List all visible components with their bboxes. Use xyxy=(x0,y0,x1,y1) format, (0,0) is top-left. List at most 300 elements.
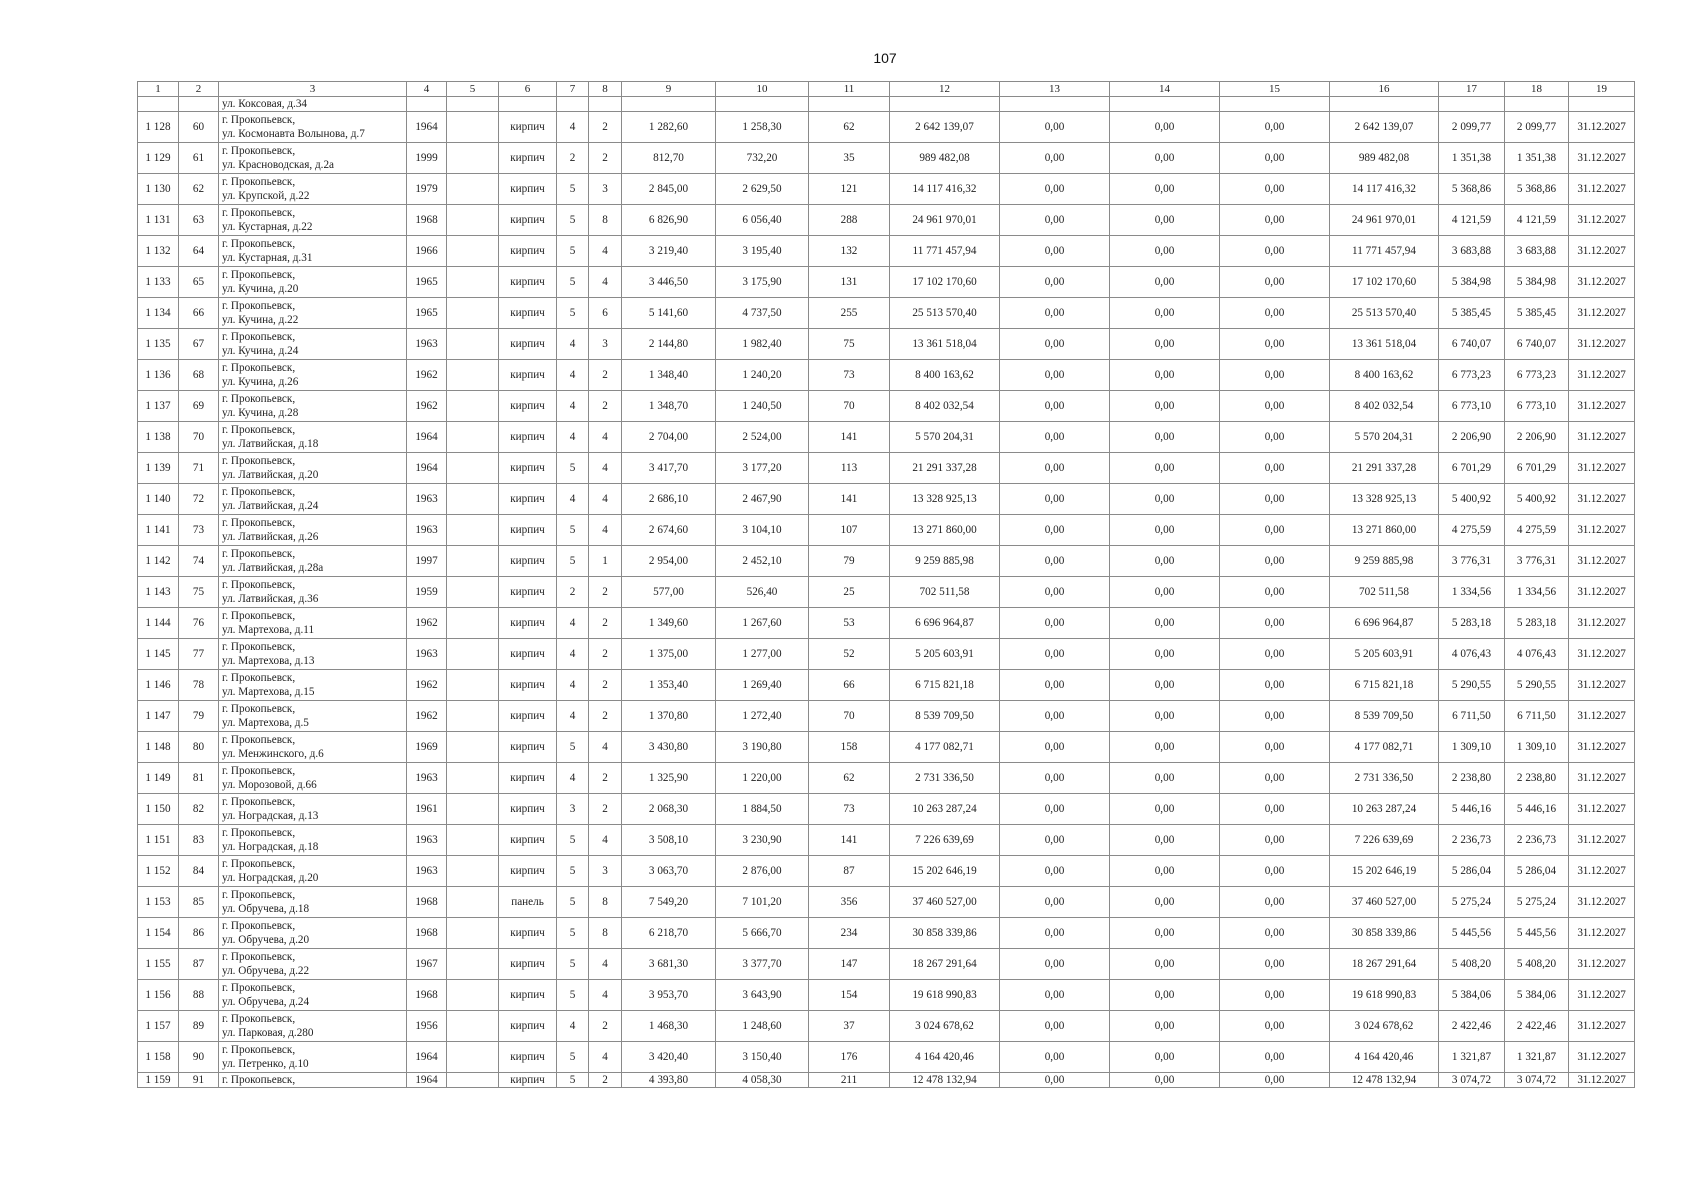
cell-c14: 0,00 xyxy=(1110,949,1220,980)
cell-mat: кирпич xyxy=(499,918,557,949)
cell-ent: 2 xyxy=(589,143,622,174)
cell-c14: 0,00 xyxy=(1110,329,1220,360)
cell-ent: 6 xyxy=(589,298,622,329)
cell-area_total: 1 348,70 xyxy=(622,391,716,422)
cell-c15: 0,00 xyxy=(1220,143,1330,174)
cell-c13: 0,00 xyxy=(1000,174,1110,205)
table-row xyxy=(138,236,1635,267)
cell-c14: 0,00 xyxy=(1110,205,1220,236)
address-cell xyxy=(219,856,407,887)
cell-mat: кирпич xyxy=(499,980,557,1011)
cell-people: 75 xyxy=(809,329,890,360)
cell-area_total: 3 420,40 xyxy=(622,1042,716,1073)
cell-c16: 24 961 970,01 xyxy=(1330,205,1439,236)
cell-m: 70 xyxy=(179,422,219,453)
cell-area_total: 6 826,90 xyxy=(622,205,716,236)
cell-c15: 0,00 xyxy=(1220,794,1330,825)
cell-m: 64 xyxy=(179,236,219,267)
address-cell xyxy=(219,577,407,608)
cell-area_total: 1 375,00 xyxy=(622,639,716,670)
cell-n: 1 157 xyxy=(138,1011,179,1042)
cell-m: 84 xyxy=(179,856,219,887)
cell-area_res: 2 629,50 xyxy=(716,174,809,205)
cell-ent: 2 xyxy=(589,360,622,391)
empty-cell xyxy=(447,97,499,112)
table-row xyxy=(138,670,1635,701)
cell-floors: 5 xyxy=(557,918,589,949)
cell-c18: 5 368,86 xyxy=(1505,174,1569,205)
cell-c18: 5 290,55 xyxy=(1505,670,1569,701)
table-row xyxy=(138,1042,1635,1073)
cell-area_total: 5 141,60 xyxy=(622,298,716,329)
cell-ent: 2 xyxy=(589,577,622,608)
cell-area_total: 3 063,70 xyxy=(622,856,716,887)
cell-floors: 5 xyxy=(557,980,589,1011)
column-header: 14 xyxy=(1110,82,1220,97)
cell-c16: 3 024 678,62 xyxy=(1330,1011,1439,1042)
cell-c14: 0,00 xyxy=(1110,422,1220,453)
address-street: ул. Красноводская, д.2а xyxy=(222,159,334,171)
cell-area_total: 3 430,80 xyxy=(622,732,716,763)
cell-mat: кирпич xyxy=(499,1042,557,1073)
address-city: г. Прокопьевск, xyxy=(222,827,296,839)
column-header: 2 xyxy=(179,82,219,97)
cell-c5 xyxy=(447,763,499,794)
cell-floors: 5 xyxy=(557,732,589,763)
cell-n: 1 128 xyxy=(138,112,179,143)
cell-date: 31.12.2027 xyxy=(1569,980,1635,1011)
address-city: г. Прокопьевск, xyxy=(222,579,296,591)
cell-c13: 0,00 xyxy=(1000,205,1110,236)
address-street: ул. Мартехова, д.11 xyxy=(222,624,315,636)
column-header: 3 xyxy=(219,82,407,97)
cell-c13: 0,00 xyxy=(1000,887,1110,918)
address-cell xyxy=(219,391,407,422)
cell-c17: 5 384,06 xyxy=(1439,980,1505,1011)
address-cell xyxy=(219,763,407,794)
cell-mat: кирпич xyxy=(499,298,557,329)
address-street: ул. Крупской, д.22 xyxy=(222,190,310,202)
cell-date: 31.12.2027 xyxy=(1569,267,1635,298)
cell-area_total: 2 686,10 xyxy=(622,484,716,515)
cell-area_total: 2 144,80 xyxy=(622,329,716,360)
address-street: ул. Космонавта Волынова, д.7 xyxy=(222,128,365,140)
cell-c17: 4 121,59 xyxy=(1439,205,1505,236)
address-city: г. Прокопьевск, xyxy=(222,703,296,715)
address-cell xyxy=(219,360,407,391)
address-street: ул. Ноградская, д.18 xyxy=(222,841,319,853)
column-header: 6 xyxy=(499,82,557,97)
cell-ent: 3 xyxy=(589,856,622,887)
cell-c14: 0,00 xyxy=(1110,484,1220,515)
cell-m: 79 xyxy=(179,701,219,732)
table-row xyxy=(138,577,1635,608)
cell-people: 107 xyxy=(809,515,890,546)
cell-n: 1 148 xyxy=(138,732,179,763)
cell-ent: 8 xyxy=(589,887,622,918)
cell-year: 1968 xyxy=(407,918,447,949)
cell-c18: 5 400,92 xyxy=(1505,484,1569,515)
cell-c5 xyxy=(447,236,499,267)
address-street: ул. Латвийская, д.24 xyxy=(222,500,319,512)
cell-c5 xyxy=(447,577,499,608)
cell-area_res: 732,20 xyxy=(716,143,809,174)
address-street: ул. Ноградская, д.20 xyxy=(222,872,319,884)
cell-ent: 4 xyxy=(589,732,622,763)
cell-c15: 0,00 xyxy=(1220,1011,1330,1042)
cell-c14: 0,00 xyxy=(1110,1011,1220,1042)
cell-floors: 3 xyxy=(557,794,589,825)
column-number-header xyxy=(138,82,1635,97)
cell-c13: 0,00 xyxy=(1000,329,1110,360)
cell-year: 1968 xyxy=(407,887,447,918)
column-header: 16 xyxy=(1330,82,1439,97)
cell-c5 xyxy=(447,546,499,577)
cell-c17: 6 701,29 xyxy=(1439,453,1505,484)
address-cell xyxy=(219,143,407,174)
cell-c18: 6 701,29 xyxy=(1505,453,1569,484)
cell-n: 1 156 xyxy=(138,980,179,1011)
cell-c14: 0,00 xyxy=(1110,515,1220,546)
cell-mat: кирпич xyxy=(499,856,557,887)
empty-cell xyxy=(1569,97,1635,112)
table-row xyxy=(138,763,1635,794)
cell-n: 1 158 xyxy=(138,1042,179,1073)
table-row xyxy=(138,360,1635,391)
address-city: г. Прокопьевск, xyxy=(222,517,296,529)
cell-year: 1963 xyxy=(407,763,447,794)
cell-c14: 0,00 xyxy=(1110,174,1220,205)
cell-c18: 5 446,16 xyxy=(1505,794,1569,825)
cell-c13: 0,00 xyxy=(1000,453,1110,484)
cell-date: 31.12.2027 xyxy=(1569,825,1635,856)
cell-cost: 6 696 964,87 xyxy=(890,608,1000,639)
cell-c15: 0,00 xyxy=(1220,887,1330,918)
address-city: г. Прокопьевск, xyxy=(222,424,296,436)
address-city: г. Прокопьевск, xyxy=(222,145,296,157)
cell-area_total: 1 353,40 xyxy=(622,670,716,701)
empty-cell xyxy=(179,97,219,112)
cell-c5 xyxy=(447,143,499,174)
cell-c15: 0,00 xyxy=(1220,763,1330,794)
cell-c18: 4 121,59 xyxy=(1505,205,1569,236)
cell-m: 81 xyxy=(179,763,219,794)
cell-c17: 3 683,88 xyxy=(1439,236,1505,267)
cell-people: 141 xyxy=(809,422,890,453)
cell-date: 31.12.2027 xyxy=(1569,732,1635,763)
cell-people: 234 xyxy=(809,918,890,949)
cell-c18: 2 206,90 xyxy=(1505,422,1569,453)
cell-floors: 4 xyxy=(557,112,589,143)
cell-year: 1964 xyxy=(407,453,447,484)
cell-people: 255 xyxy=(809,298,890,329)
cell-area_res: 3 195,40 xyxy=(716,236,809,267)
cell-cost: 13 361 518,04 xyxy=(890,329,1000,360)
cell-n: 1 142 xyxy=(138,546,179,577)
cell-year: 1959 xyxy=(407,577,447,608)
cell-date: 31.12.2027 xyxy=(1569,298,1635,329)
cell-c5 xyxy=(447,484,499,515)
empty-cell xyxy=(557,97,589,112)
cell-date: 31.12.2027 xyxy=(1569,670,1635,701)
cell-people: 73 xyxy=(809,794,890,825)
address-city: г. Прокопьевск, xyxy=(222,548,296,560)
address-city: г. Прокопьевск, xyxy=(222,889,296,901)
cell-people: 87 xyxy=(809,856,890,887)
cell-c16: 8 400 163,62 xyxy=(1330,360,1439,391)
cell-mat: кирпич xyxy=(499,639,557,670)
cell-c17: 5 283,18 xyxy=(1439,608,1505,639)
cell-c14: 0,00 xyxy=(1110,856,1220,887)
cell-c14: 0,00 xyxy=(1110,887,1220,918)
empty-cell xyxy=(1505,97,1569,112)
cell-year: 1965 xyxy=(407,298,447,329)
cell-c14: 0,00 xyxy=(1110,546,1220,577)
cell-area_res: 526,40 xyxy=(716,577,809,608)
cell-n: 1 154 xyxy=(138,918,179,949)
cell-area_total: 1 370,80 xyxy=(622,701,716,732)
cell-c17: 5 445,56 xyxy=(1439,918,1505,949)
cell-ent: 4 xyxy=(589,980,622,1011)
cell-c16: 9 259 885,98 xyxy=(1330,546,1439,577)
cell-people: 62 xyxy=(809,112,890,143)
address-cell xyxy=(219,949,407,980)
cell-n: 1 152 xyxy=(138,856,179,887)
cell-c5 xyxy=(447,794,499,825)
cell-n: 1 131 xyxy=(138,205,179,236)
cell-mat: кирпич xyxy=(499,1011,557,1042)
cell-c16: 19 618 990,83 xyxy=(1330,980,1439,1011)
cell-cost: 5 205 603,91 xyxy=(890,639,1000,670)
cell-c15: 0,00 xyxy=(1220,732,1330,763)
cell-c17: 5 446,16 xyxy=(1439,794,1505,825)
cell-c18: 1 309,10 xyxy=(1505,732,1569,763)
cell-c5 xyxy=(447,949,499,980)
cell-c14: 0,00 xyxy=(1110,1073,1220,1088)
address-city: г. Прокопьевск, xyxy=(222,765,296,777)
cell-m: 83 xyxy=(179,825,219,856)
table-row xyxy=(138,856,1635,887)
cell-mat: кирпич xyxy=(499,236,557,267)
address-street: ул. Мартехова, д.13 xyxy=(222,655,315,667)
cell-mat: кирпич xyxy=(499,391,557,422)
cell-floors: 5 xyxy=(557,887,589,918)
cell-date: 31.12.2027 xyxy=(1569,856,1635,887)
address-cell xyxy=(219,205,407,236)
cell-c5 xyxy=(447,515,499,546)
cell-c13: 0,00 xyxy=(1000,608,1110,639)
cell-ent: 4 xyxy=(589,422,622,453)
column-header: 15 xyxy=(1220,82,1330,97)
table-row xyxy=(138,608,1635,639)
cell-c16: 37 460 527,00 xyxy=(1330,887,1439,918)
cell-c16: 13 328 925,13 xyxy=(1330,484,1439,515)
cell-area_total: 3 508,10 xyxy=(622,825,716,856)
cell-cost: 30 858 339,86 xyxy=(890,918,1000,949)
cell-date: 31.12.2027 xyxy=(1569,391,1635,422)
cell-n: 1 133 xyxy=(138,267,179,298)
cell-area_res: 1 240,20 xyxy=(716,360,809,391)
table-body xyxy=(138,97,1635,1088)
cell-c17: 2 422,46 xyxy=(1439,1011,1505,1042)
cell-c15: 0,00 xyxy=(1220,453,1330,484)
cell-c16: 8 402 032,54 xyxy=(1330,391,1439,422)
cell-area_res: 4 737,50 xyxy=(716,298,809,329)
cell-cost: 21 291 337,28 xyxy=(890,453,1000,484)
cell-floors: 4 xyxy=(557,1011,589,1042)
cell-c13: 0,00 xyxy=(1000,639,1110,670)
cell-area_total: 3 953,70 xyxy=(622,980,716,1011)
address-street: ул. Обручева, д.20 xyxy=(222,934,310,946)
cell-c5 xyxy=(447,1042,499,1073)
address-street: ул. Кучина, д.20 xyxy=(222,283,299,295)
cell-people: 356 xyxy=(809,887,890,918)
cell-ent: 2 xyxy=(589,763,622,794)
cell-c16: 702 511,58 xyxy=(1330,577,1439,608)
cell-year: 1963 xyxy=(407,639,447,670)
cell-people: 70 xyxy=(809,701,890,732)
cell-date: 31.12.2027 xyxy=(1569,1042,1635,1073)
cell-cost: 10 263 287,24 xyxy=(890,794,1000,825)
cell-date: 31.12.2027 xyxy=(1569,329,1635,360)
cell-ent: 4 xyxy=(589,484,622,515)
cell-mat: кирпич xyxy=(499,112,557,143)
cell-c15: 0,00 xyxy=(1220,825,1330,856)
cell-year: 1968 xyxy=(407,980,447,1011)
address-street: ул. Морозовой, д.66 xyxy=(222,779,317,791)
cell-mat: кирпич xyxy=(499,701,557,732)
cell-cost: 2 731 336,50 xyxy=(890,763,1000,794)
address-city: г. Прокопьевск, xyxy=(222,331,296,343)
cell-area_res: 1 269,40 xyxy=(716,670,809,701)
empty-cell xyxy=(138,97,179,112)
cell-mat: кирпич xyxy=(499,360,557,391)
cell-c18: 1 351,38 xyxy=(1505,143,1569,174)
address-cell xyxy=(219,453,407,484)
cell-year: 1963 xyxy=(407,825,447,856)
cell-area_res: 1 272,40 xyxy=(716,701,809,732)
cell-c14: 0,00 xyxy=(1110,701,1220,732)
cell-year: 1963 xyxy=(407,484,447,515)
cell-date: 31.12.2027 xyxy=(1569,515,1635,546)
cell-date: 31.12.2027 xyxy=(1569,360,1635,391)
cell-cost: 12 478 132,94 xyxy=(890,1073,1000,1088)
cell-cost: 989 482,08 xyxy=(890,143,1000,174)
cell-c14: 0,00 xyxy=(1110,453,1220,484)
cell-m: 60 xyxy=(179,112,219,143)
cell-c17: 6 740,07 xyxy=(1439,329,1505,360)
cell-area_total: 1 325,90 xyxy=(622,763,716,794)
cell-c14: 0,00 xyxy=(1110,112,1220,143)
cell-people: 141 xyxy=(809,484,890,515)
cell-ent: 2 xyxy=(589,1011,622,1042)
cell-year: 1967 xyxy=(407,949,447,980)
cell-c17: 1 334,56 xyxy=(1439,577,1505,608)
cell-c17: 5 400,92 xyxy=(1439,484,1505,515)
address-city: г. Прокопьевск, xyxy=(222,238,296,250)
cell-c13: 0,00 xyxy=(1000,856,1110,887)
address-city: г. Прокопьевск, xyxy=(222,1044,296,1056)
cell-n: 1 140 xyxy=(138,484,179,515)
address-cell xyxy=(219,422,407,453)
empty-cell xyxy=(499,97,557,112)
cell-area_total: 2 954,00 xyxy=(622,546,716,577)
cell-c13: 0,00 xyxy=(1000,422,1110,453)
cell-c15: 0,00 xyxy=(1220,267,1330,298)
cell-c5 xyxy=(447,608,499,639)
cell-ent: 8 xyxy=(589,205,622,236)
cell-area_res: 2 452,10 xyxy=(716,546,809,577)
cell-c13: 0,00 xyxy=(1000,236,1110,267)
cell-ent: 1 xyxy=(589,546,622,577)
cell-c15: 0,00 xyxy=(1220,298,1330,329)
cell-c17: 4 275,59 xyxy=(1439,515,1505,546)
cell-c5 xyxy=(447,980,499,1011)
cell-c5 xyxy=(447,205,499,236)
cell-date: 31.12.2027 xyxy=(1569,484,1635,515)
cell-floors: 5 xyxy=(557,298,589,329)
cell-people: 35 xyxy=(809,143,890,174)
cell-year: 1969 xyxy=(407,732,447,763)
cell-date: 31.12.2027 xyxy=(1569,949,1635,980)
cell-c14: 0,00 xyxy=(1110,298,1220,329)
address-street: ул. Латвийская, д.36 xyxy=(222,593,319,605)
cell-c17: 1 309,10 xyxy=(1439,732,1505,763)
cell-mat: кирпич xyxy=(499,670,557,701)
empty-cell xyxy=(1000,97,1110,112)
cell-c18: 5 408,20 xyxy=(1505,949,1569,980)
cell-n: 1 134 xyxy=(138,298,179,329)
cell-c16: 989 482,08 xyxy=(1330,143,1439,174)
cell-ent: 4 xyxy=(589,453,622,484)
cell-year: 1965 xyxy=(407,267,447,298)
cell-people: 25 xyxy=(809,577,890,608)
cell-n: 1 132 xyxy=(138,236,179,267)
cell-n: 1 150 xyxy=(138,794,179,825)
cell-ent: 2 xyxy=(589,639,622,670)
cell-c5 xyxy=(447,639,499,670)
cell-ent: 2 xyxy=(589,670,622,701)
cell-c14: 0,00 xyxy=(1110,825,1220,856)
cell-mat: кирпич xyxy=(499,329,557,360)
cell-m: 74 xyxy=(179,546,219,577)
column-header: 7 xyxy=(557,82,589,97)
cell-ent: 2 xyxy=(589,1073,622,1088)
cell-c18: 5 445,56 xyxy=(1505,918,1569,949)
cell-floors: 4 xyxy=(557,422,589,453)
cell-c14: 0,00 xyxy=(1110,918,1220,949)
address-cell xyxy=(219,515,407,546)
cell-date: 31.12.2027 xyxy=(1569,608,1635,639)
cell-c13: 0,00 xyxy=(1000,1042,1110,1073)
address-cell xyxy=(219,484,407,515)
cell-n: 1 135 xyxy=(138,329,179,360)
cell-floors: 2 xyxy=(557,143,589,174)
cell-mat: кирпич xyxy=(499,143,557,174)
column-header: 10 xyxy=(716,82,809,97)
address-cell xyxy=(219,1011,407,1042)
cell-mat: кирпич xyxy=(499,794,557,825)
cell-year: 1979 xyxy=(407,174,447,205)
address-street: ул. Латвийская, д.26 xyxy=(222,531,319,543)
cell-date: 31.12.2027 xyxy=(1569,577,1635,608)
cell-people: 113 xyxy=(809,453,890,484)
address-cell xyxy=(219,1042,407,1073)
cell-area_total: 577,00 xyxy=(622,577,716,608)
address-cell xyxy=(219,329,407,360)
cell-mat: кирпич xyxy=(499,949,557,980)
cell-floors: 5 xyxy=(557,267,589,298)
